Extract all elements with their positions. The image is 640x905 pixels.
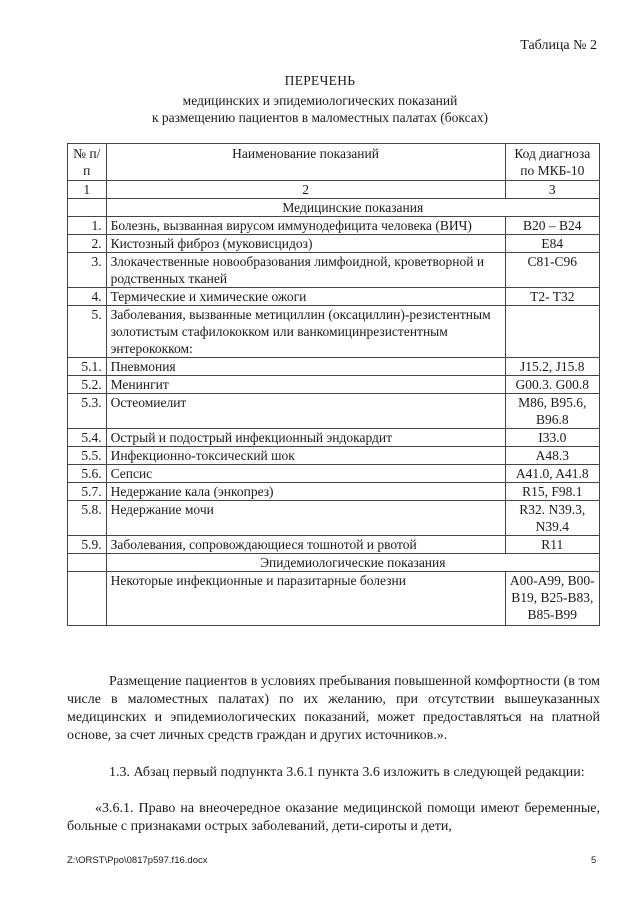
- table-header-row: [68, 144, 600, 181]
- row-name: Заболевания, сопровождающиеся тошнотой и рвотой: [106, 536, 505, 554]
- table-row: [68, 465, 600, 483]
- row-code: R32. N39.3, N39.4: [505, 501, 599, 536]
- row-name: Термические и химические ожоги: [106, 288, 505, 306]
- document-subtitle-line1: медицинских и эпидемиологических показаний: [182, 93, 458, 108]
- column-number-2: 2: [106, 181, 505, 199]
- column-number-1: 1: [68, 181, 107, 199]
- body-paragraph-quote: «3.6.1. Право на внеочередное оказание медицинской помощи имеют беременные, больные с признаками острых заболеваний, дети-сироты и дети,: [67, 801, 600, 834]
- row-code: B20 – B24: [505, 217, 599, 235]
- section-row-epidemiological: [68, 554, 600, 572]
- row-code: C81-C96: [505, 253, 599, 288]
- table-row: [68, 572, 600, 626]
- row-name: Кистозный фиброз (муковисцидоз): [106, 235, 505, 253]
- row-code: G00.3. G00.8: [505, 376, 599, 394]
- header-code: Код диагноза по МКБ-10: [505, 144, 599, 181]
- body-paragraph-comfort: Размещение пациентов в условиях пребывания повышенной комфортности (в том числе в маломестных палатах) по их желанию, при отсутствии вышеуказанных медицинских и эпидемиологических показаний, может предоставляться на платной основе, за счет личных средств граждан и других источников.».: [67, 674, 600, 743]
- document-subtitle-line2: к размещению пациентов в маломестных палатах (боксах): [151, 110, 489, 125]
- row-name: Некоторые инфекционные и паразитарные болезни: [106, 572, 505, 626]
- table-row: [68, 536, 600, 554]
- table-row: [68, 376, 600, 394]
- row-number: 5.7.: [68, 483, 107, 501]
- table-row: [68, 429, 600, 447]
- row-code: R15, F98.1: [505, 483, 599, 501]
- table-row: [68, 235, 600, 253]
- column-number-row: [68, 181, 600, 199]
- table-row: [68, 483, 600, 501]
- row-name: Сепсис: [106, 465, 505, 483]
- row-code: E84: [505, 235, 599, 253]
- row-code: J15.2, J15.8: [505, 358, 599, 376]
- table-row: [68, 288, 600, 306]
- row-number: 4.: [68, 288, 107, 306]
- row-code: A00-A99, B00-B19, B25-B83, B85-B99: [505, 572, 599, 626]
- section-row-medical: [68, 199, 600, 217]
- row-name: Злокачественные новообразования лимфоидной, кроветворной и родственных тканей: [106, 253, 505, 288]
- table-row: [68, 306, 600, 358]
- row-code: T2- T32: [505, 288, 599, 306]
- header-number: № п/п: [68, 144, 107, 181]
- section-title-epidemiological: Эпидемиологические показания: [106, 554, 599, 572]
- page-number: 5: [591, 855, 597, 866]
- section-title-medical: Медицинские показания: [106, 199, 599, 217]
- table-row: [68, 217, 600, 235]
- row-number: 5.6.: [68, 465, 107, 483]
- row-code: A41.0, A41.8: [505, 465, 599, 483]
- row-number: 5.: [68, 306, 107, 358]
- row-code: M86, B95.6, B96.8: [505, 394, 599, 429]
- table-label: Таблица № 2: [520, 38, 597, 53]
- body-paragraph-amendment: 1.3. Абзац первый подпункта 3.6.1 пункта 3.6 изложить в следующей редакции:: [109, 765, 585, 780]
- row-code: I33.0: [505, 429, 599, 447]
- table-row: [68, 447, 600, 465]
- row-name: Недержание кала (энкопрез): [106, 483, 505, 501]
- row-code: [505, 306, 599, 358]
- row-number: 5.5.: [68, 447, 107, 465]
- table-row: [68, 501, 600, 536]
- row-number: 5.1.: [68, 358, 107, 376]
- column-number-3: 3: [505, 181, 599, 199]
- indications-table: [67, 143, 600, 626]
- table-row: [68, 358, 600, 376]
- header-name: Наименование показаний: [106, 144, 505, 181]
- row-name: Болезнь, вызванная вирусом иммунодефицита человека (ВИЧ): [106, 217, 505, 235]
- row-code: R11: [505, 536, 599, 554]
- row-name: Острый и подострый инфекционный эндокардит: [106, 429, 505, 447]
- row-number: 5.8.: [68, 501, 107, 536]
- row-name: Остеомиелит: [106, 394, 505, 429]
- row-name: Заболевания, вызванные метициллин (оксациллин)-резистентным золотистым стафилококком или ванкомицинрезистентным энтерококком:: [106, 306, 505, 358]
- row-name: Недержание мочи: [106, 501, 505, 536]
- row-number: 5.3.: [68, 394, 107, 429]
- row-number: 1.: [68, 217, 107, 235]
- row-name: Менингит: [106, 376, 505, 394]
- table-row: [68, 394, 600, 429]
- row-number: 2.: [68, 235, 107, 253]
- footer-file-path: Z:\ORST\Ppo\0817p597.f16.docx: [67, 855, 208, 866]
- row-number: [68, 572, 107, 626]
- row-number: 5.4.: [68, 429, 107, 447]
- document-title: ПЕРЕЧЕНЬ: [284, 73, 356, 88]
- row-name: Пневмония: [106, 358, 505, 376]
- row-number: 3.: [68, 253, 107, 288]
- row-name: Инфекционно-токсический шок: [106, 447, 505, 465]
- row-number: 5.9.: [68, 536, 107, 554]
- table-row: [68, 253, 600, 288]
- row-number: 5.2.: [68, 376, 107, 394]
- row-code: A48.3: [505, 447, 599, 465]
